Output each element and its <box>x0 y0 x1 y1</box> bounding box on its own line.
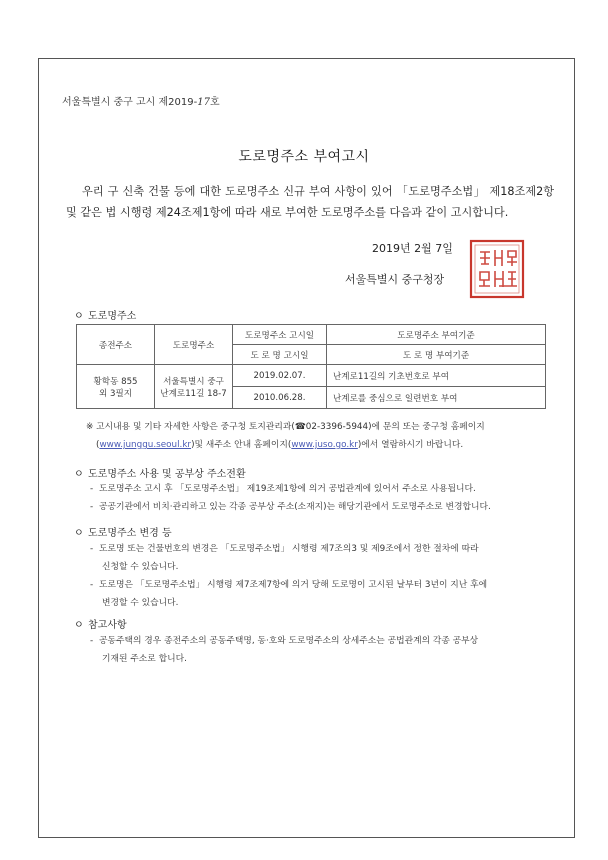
section-bullet: ㅇ <box>74 311 84 322</box>
section-title: 도로명주소 사용 및 공부상 주소전환 <box>88 469 246 480</box>
old-address-line1: 황학동 855 <box>93 376 138 387</box>
item-text: 도로명은 「도로명주소법」 시행령 제7조제7항에 의거 당해 도로명이 고시된 날부터 3년이 지난 후에 <box>99 580 488 590</box>
reference-item <box>90 632 550 668</box>
section-title: 도로명주소 <box>88 311 137 322</box>
item-text: 도로명 또는 건물번호의 변경은 「도로명주소법」 시행령 제7조의3 및 제9조에서 정한 절차에 따라 <box>99 544 479 554</box>
item-text: 도로명주소 고시 후 「도로명주소법」 제19조제1항에 의거 공법관계에 있어서 주소로 사용됩니다. <box>99 484 476 494</box>
item-dash: - <box>90 580 94 590</box>
item-text: 공공기관에서 비치·관리하고 있는 각종 공부상 주소(소재지)는 해당기관에서 도로명주소로 변경합니다. <box>99 502 491 512</box>
item-dash: - <box>90 484 94 494</box>
notice-number-prefix: 서울특별시 중구 고시 제2019- <box>62 97 198 108</box>
item-text-continued: 변경할 수 있습니다. <box>102 598 179 608</box>
note-mark: ※ <box>86 422 94 432</box>
section-usage-heading <box>74 465 246 480</box>
header-road-address: 도로명주소 <box>155 325 233 365</box>
notice-number <box>62 93 220 108</box>
item-dash: - <box>90 544 94 554</box>
juso-homepage-link[interactable]: www.juso.go.kr <box>291 440 358 450</box>
notice-date: 2019년 2월 7일 <box>372 242 453 255</box>
junggu-homepage-link[interactable]: www.junggu.seoul.kr <box>99 440 192 450</box>
note-text-2: 및 새주소 안내 홈페이지( <box>194 440 292 450</box>
item-text-continued: 기재된 주소로 합니다. <box>102 654 187 664</box>
cell-old-address <box>77 365 155 409</box>
item-dash: - <box>90 636 94 646</box>
section-title: 참고사항 <box>88 620 127 631</box>
item-text-continued: 신청할 수 있습니다. <box>102 562 179 572</box>
note-text-3: )에서 열람하시기 바랍니다. <box>357 440 464 450</box>
header-road-name-basis: 도 로 명 부여기준 <box>327 345 546 365</box>
section-reference-heading <box>74 616 127 631</box>
item-text: 공동주택의 경우 종전주소의 공동주택명, 동·호와 도로명주소의 상세주소는 공법관계의 각종 공부상 <box>99 636 479 646</box>
section-bullet: ㅇ <box>74 620 84 631</box>
section-change-heading <box>74 524 172 539</box>
cell-road-name-basis: 난계로를 중심으로 일련번호 부여 <box>327 387 546 409</box>
item-dash: - <box>90 502 94 512</box>
section-title: 도로명주소 변경 등 <box>88 528 172 539</box>
cell-address-basis: 난계로11길의 기초번호로 부여 <box>327 365 546 387</box>
header-road-name-notice-date: 도 로 명 고시일 <box>233 345 327 365</box>
address-table <box>76 324 546 409</box>
change-item <box>90 576 550 612</box>
note-text: 고시내용 및 기타 자세한 사항은 중구청 토지관리과(☎02-3396-5944)에 문의 또는 중구청 홈페이지 <box>96 422 485 432</box>
change-item <box>90 540 550 576</box>
cell-road-name-notice-date: 2010.06.28. <box>233 387 327 409</box>
issuing-office: 서울특별시 중구청장 <box>345 273 445 286</box>
usage-item <box>90 498 550 516</box>
notice-number-suffix: 호 <box>209 97 220 108</box>
section-address-heading <box>74 307 136 322</box>
official-seal <box>468 238 526 300</box>
notice-number-handwritten: 17 <box>197 97 210 108</box>
road-address-line1: 서울특별시 중구 <box>163 376 224 387</box>
header-address-basis: 도로명주소 부여기준 <box>327 325 546 345</box>
notice-body: 우리 구 신축 건물 등에 대한 도로명주소 신규 부여 사항이 있어 「도로명주소법」 제18조제2항 및 같은 법 시행령 제24조제1항에 따라 새로 부여한 도로명주소를 다음과 같이 고시합니다. <box>66 185 554 219</box>
usage-item <box>90 480 550 498</box>
cell-road-address <box>155 365 233 409</box>
road-address-line2: 난계로11길 18-7 <box>160 388 227 399</box>
section-bullet: ㅇ <box>74 528 84 539</box>
document-title: 도로명주소 부여고시 <box>238 149 370 165</box>
inquiry-note: ※ 고시내용 및 기타 자세한 사항은 중구청 토지관리과(☎02-3396-5944)에 문의 또는 중구청 홈페이지 (www.junggu.seoul.kr)및 새주소 안내 홈페이지(www.juso.go.kr)에서 열람하시기 바랍니다. <box>86 422 485 450</box>
cell-address-notice-date: 2019.02.07. <box>233 365 327 387</box>
section-bullet: ㅇ <box>74 469 84 480</box>
old-address-line2: 외 3필지 <box>98 388 133 399</box>
header-old-address: 종전주소 <box>77 325 155 365</box>
header-address-notice-date: 도로명주소 고시일 <box>233 325 327 345</box>
